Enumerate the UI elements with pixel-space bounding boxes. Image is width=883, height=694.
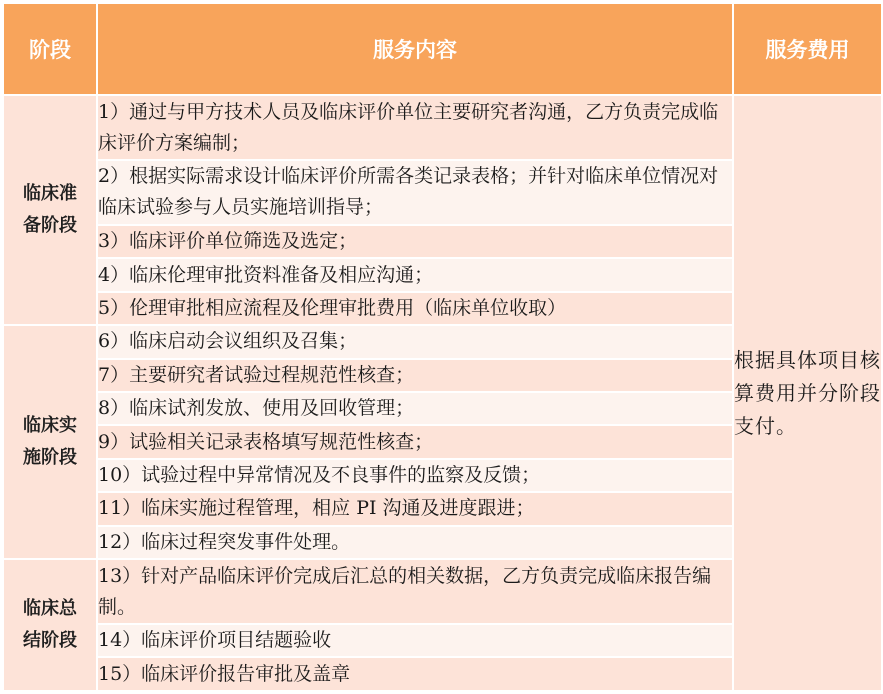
- list-item: 13）针对产品临床评价完成后汇总的相关数据，乙方负责完成临床报告编制。: [97, 559, 733, 624]
- list-item: 4）临床伦理审批资料准备及相应沟通；: [97, 258, 733, 291]
- list-item: 11）临床实施过程管理，相应 PI 沟通及进度跟进；: [97, 492, 733, 525]
- list-item: 9）试验相关记录表格填写规范性核查；: [97, 425, 733, 458]
- service-table: [2, 2, 883, 692]
- list-item: 3）临床评价单位筛选及选定；: [97, 225, 733, 258]
- header-row: [3, 3, 882, 95]
- list-item: 14）临床评价项目结题验收: [97, 624, 733, 657]
- list-item: 6）临床启动会议组织及召集；: [97, 325, 733, 358]
- stage-cell-preparation: [3, 95, 97, 325]
- header-fee: 服务费用: [733, 3, 882, 95]
- header-stage: 阶段: [3, 3, 97, 95]
- stage-label: 临床总 结阶段: [23, 598, 77, 652]
- list-item: 8）临床试剂发放、使用及回收管理；: [97, 392, 733, 425]
- list-item: 7）主要研究者试验过程规范性核查；: [97, 359, 733, 392]
- list-item: 1）通过与甲方技术人员及临床评价单位主要研究者沟通，乙方负责完成临床评价方案编制；: [97, 95, 733, 160]
- stage-cell-summary: [3, 559, 97, 691]
- fee-cell: [733, 95, 882, 691]
- stage-label: 临床准 备阶段: [23, 183, 77, 237]
- list-item: 10）试验过程中异常情况及不良事件的监察及反馈；: [97, 459, 733, 492]
- table-row: [3, 95, 882, 160]
- header-content: 服务内容: [97, 3, 733, 95]
- list-item: 5）伦理审批相应流程及伦理审批费用（临床单位收取）: [97, 292, 733, 325]
- list-item: 15）临床评价报告审批及盖章: [97, 657, 733, 691]
- stage-cell-implementation: [3, 325, 97, 559]
- fee-text: 根据具体项目核算费用并分阶段支付。: [734, 347, 881, 438]
- list-item: 2）根据实际需求设计临床评价所需各类记录表格；并针对临床单位情况对临床试验参与人员实施培训指导；: [97, 160, 733, 225]
- list-item: 12）临床过程突发事件处理。: [97, 526, 733, 559]
- stage-label: 临床实 施阶段: [23, 415, 77, 469]
